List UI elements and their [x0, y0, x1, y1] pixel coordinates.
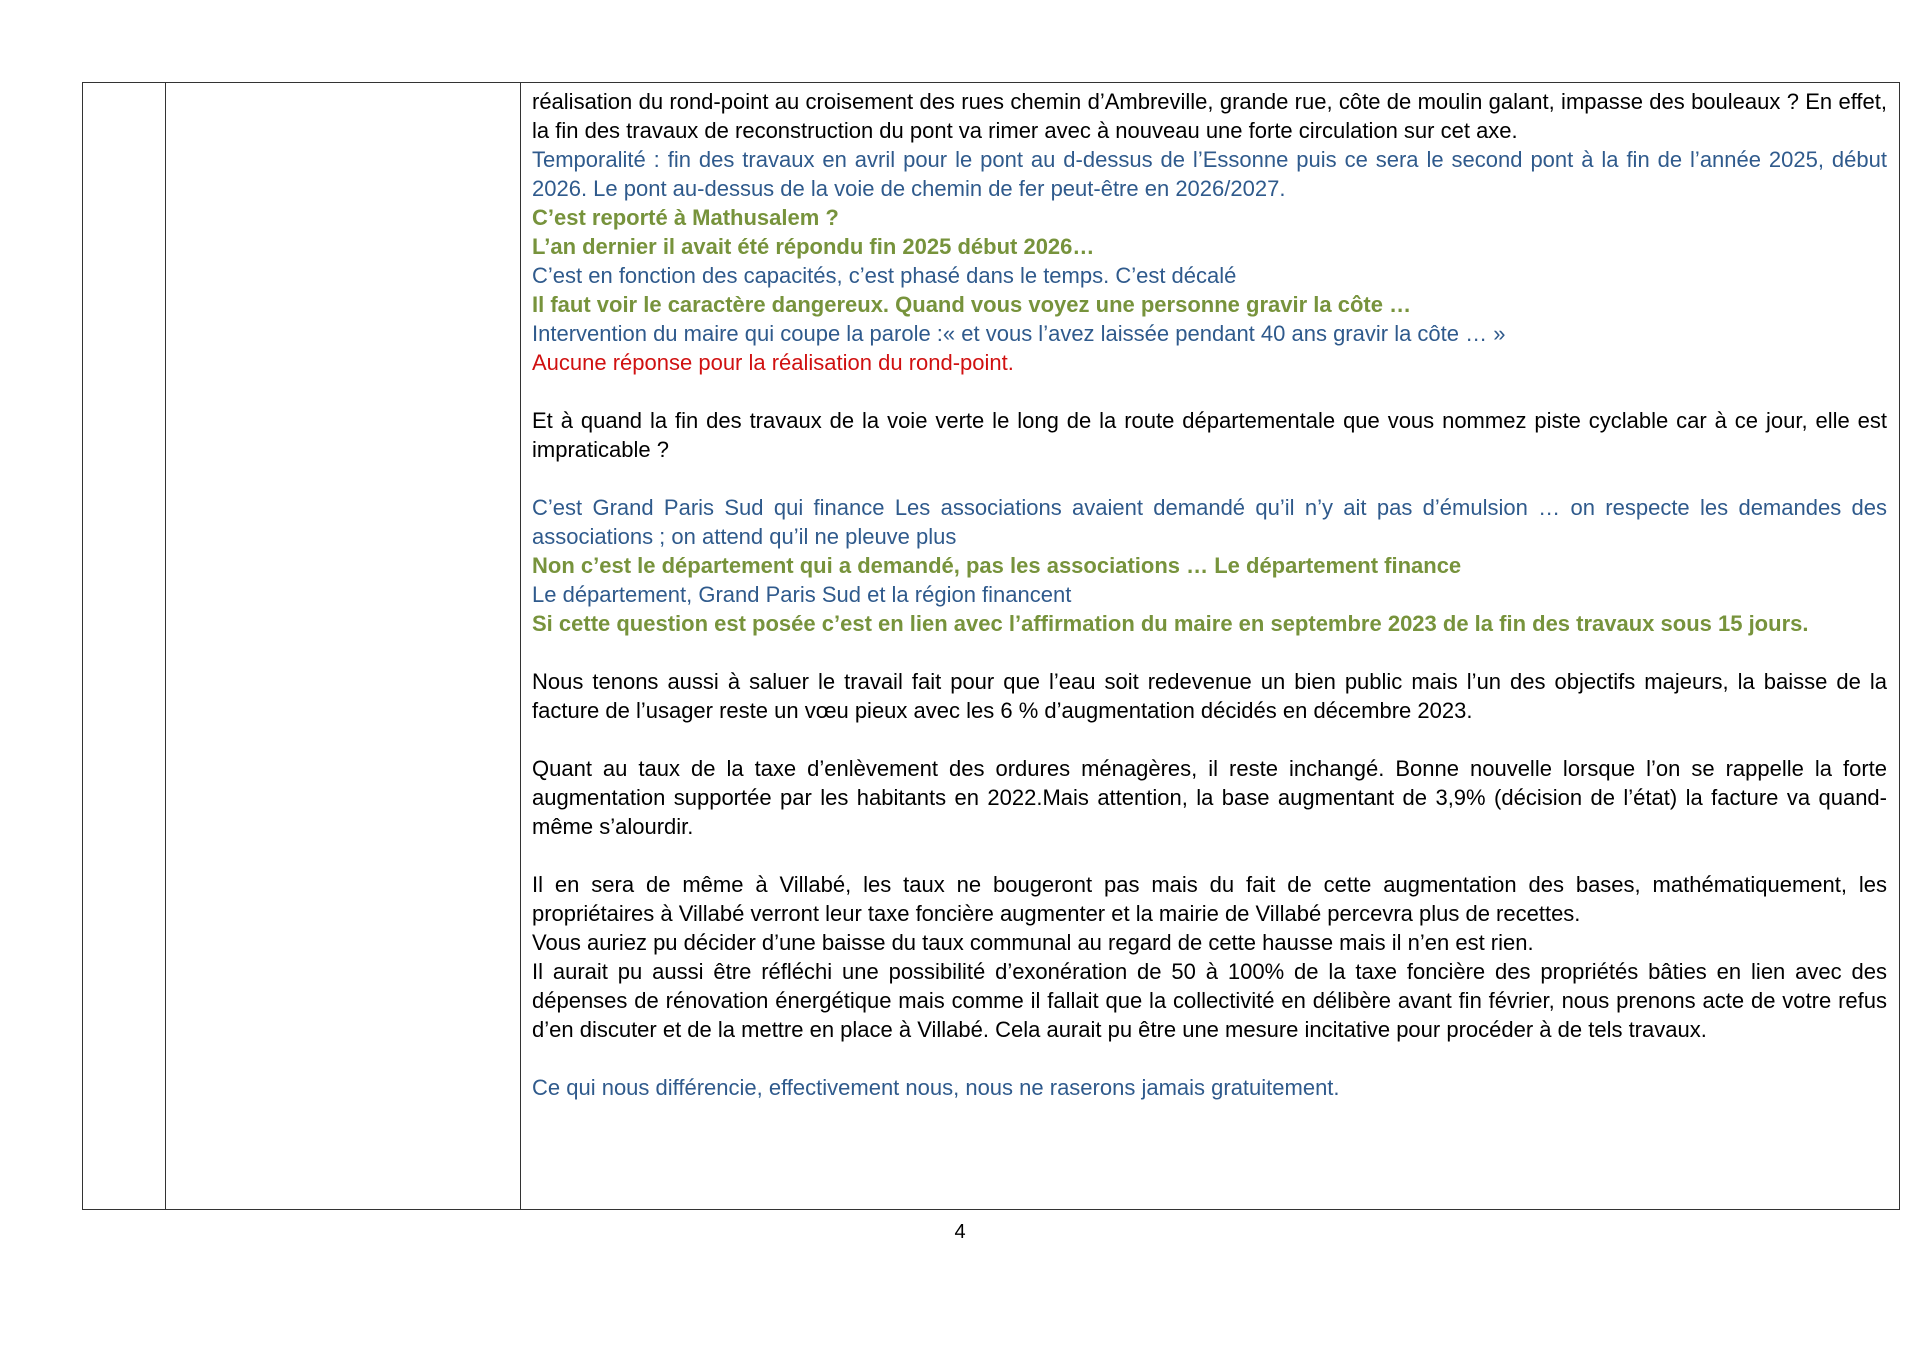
paragraph-black: Il aurait pu aussi être réfléchi une possibilité d’exonération de 50 à 100% de la taxe foncière des propriétés bâties en lien avec des dépenses de rénovation énergétique mais comme il fallait que la collectivité en délibère avant fin février, nous prenons acte de votre refus d’en discuter et de la mettre en place à Villabé. Cela aurait pu être une mesure incitative pour procéder à de tels travaux.	[532, 959, 1887, 1042]
paragraph-green: L’an dernier il avait été répondu fin 2025 début 2026…	[532, 234, 1095, 259]
paragraph-black: Nous tenons aussi à saluer le travail fait pour que l’eau soit redevenue un bien public mais l’un des objectifs majeurs, la baisse de la facture de l’usager reste un vœu pieux avec les 6 % d’augmentation décidés en décembre 2023.	[532, 669, 1887, 723]
paragraph-spacer	[532, 841, 1887, 870]
paragraph-black: Il en sera de même à Villabé, les taux ne bougeront pas mais du fait de cette augmentation des bases, mathématiquement, les propriétaires à Villabé verront leur taxe foncière augmenter et la mairie de Villabé percevra plus de recettes.	[532, 872, 1887, 926]
paragraph-green: C’est reporté à Mathusalem ?	[532, 205, 839, 230]
paragraph-black: Et à quand la fin des travaux de la voie verte le long de la route départementale que vous nommez piste cyclable car à ce jour, elle est impraticable ?	[532, 408, 1887, 462]
table-column-empty-left	[83, 83, 166, 1209]
paragraph-blue: Ce qui nous différencie, effectivement nous, nous ne raserons jamais gratuitement.	[532, 1075, 1340, 1100]
paragraph-spacer	[532, 725, 1887, 754]
table-content-cell	[521, 83, 1899, 1209]
document-table	[82, 82, 1900, 1210]
paragraph-black: Quant au taux de la taxe d’enlèvement des ordures ménagères, il reste inchangé. Bonne nouvelle lorsque l’on se rappelle la forte augmentation supportée par les habitants en 2022.Mais attention, la base augmentant de 3,9% (décision de l’état) la facture va quand-même s’alourdir.	[532, 756, 1887, 839]
paragraph-blue: C’est en fonction des capacités, c’est phasé dans le temps. C’est décalé	[532, 263, 1237, 288]
paragraph-blue: Temporalité : fin des travaux en avril pour le pont au d-dessus de l’Essonne puis ce sera le second pont à la fin de l’année 2025, début 2026. Le pont au-dessus de la voie de chemin de fer peut-être en 2026/2027.	[532, 147, 1887, 201]
paragraph-green: Non c’est le département qui a demandé, pas les associations … Le département finance	[532, 553, 1462, 578]
table-column-empty-middle	[166, 83, 521, 1209]
page-number: 4	[954, 1221, 966, 1243]
paragraph-green: Il faut voir le caractère dangereux. Quand vous voyez une personne gravir la côte …	[532, 292, 1412, 317]
paragraph-black: réalisation du rond-point au croisement des rues chemin d’Ambreville, grande rue, côte de moulin galant, impasse des bouleaux ? En effet, la fin des travaux de reconstruction du pont va rimer avec à nouveau une forte circulation sur cet axe.	[532, 89, 1887, 143]
paragraph-green: Si cette question est posée c’est en lien avec l’affirmation du maire en septembre 2023 de la fin des travaux sous 15 jours.	[532, 611, 1809, 636]
paragraph-blue: C’est Grand Paris Sud qui finance Les associations avaient demandé qu’il n’y ait pas d’émulsion … on respecte les demandes des associations ; on attend qu’il ne pleuve plus	[532, 495, 1887, 549]
paragraph-blue: Le département, Grand Paris Sud et la région financent	[532, 582, 1072, 607]
paragraph-red: Aucune réponse pour la réalisation du rond-point.	[532, 350, 1014, 375]
paragraph-blue: Intervention du maire qui coupe la parole :« et vous l’avez laissée pendant 40 ans gravir la côte … »	[532, 321, 1506, 346]
paragraph-black: Vous auriez pu décider d’une baisse du taux communal au regard de cette hausse mais il n’en est rien.	[532, 930, 1534, 955]
paragraph-spacer	[532, 377, 1887, 406]
paragraph-spacer	[532, 1044, 1887, 1073]
paragraph-spacer	[532, 464, 1887, 493]
paragraph-spacer	[532, 638, 1887, 667]
